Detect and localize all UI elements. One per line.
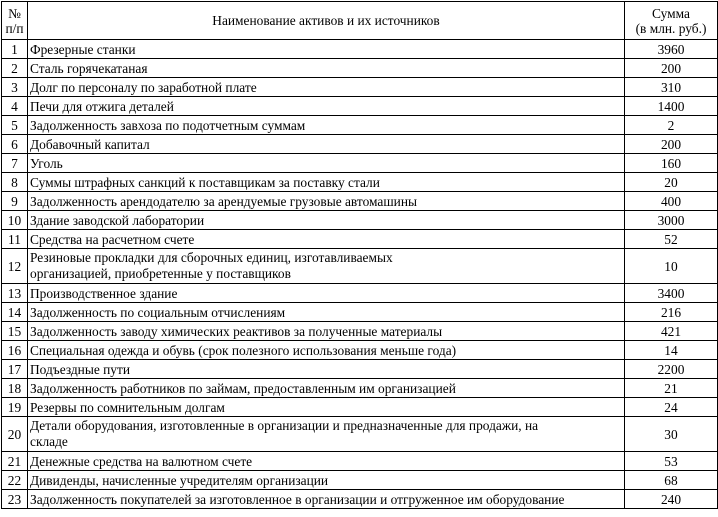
row-number: 4 [2, 97, 28, 116]
row-number: 6 [2, 135, 28, 154]
row-sum: 52 [625, 230, 718, 249]
row-name: Уголь [28, 154, 625, 173]
row-number: 7 [2, 154, 28, 173]
row-sum: 24 [625, 398, 718, 417]
table-row [2, 471, 718, 490]
row-name: Задолженность заводу химических реактивов за полученные материалы [28, 322, 625, 341]
row-number: 14 [2, 303, 28, 322]
row-number: 9 [2, 192, 28, 211]
row-name: Сталь горячекатаная [28, 59, 625, 78]
table-row [2, 59, 718, 78]
row-name: Подъездные пути [28, 360, 625, 379]
row-sum: 240 [625, 490, 718, 509]
table-row [2, 417, 718, 452]
row-sum: 20 [625, 173, 718, 192]
header-name: Наименование активов и их источников [28, 2, 625, 40]
table-row [2, 398, 718, 417]
table-row [2, 116, 718, 135]
row-sum: 10 [625, 249, 718, 284]
table-row [2, 452, 718, 471]
row-sum: 14 [625, 341, 718, 360]
row-number: 12 [2, 249, 28, 284]
row-number: 2 [2, 59, 28, 78]
table-row [2, 379, 718, 398]
row-sum: 400 [625, 192, 718, 211]
row-number: 11 [2, 230, 28, 249]
row-number: 20 [2, 417, 28, 452]
row-sum: 3000 [625, 211, 718, 230]
table-row [2, 154, 718, 173]
row-sum: 1400 [625, 97, 718, 116]
table-row [2, 78, 718, 97]
row-number: 8 [2, 173, 28, 192]
table-row [2, 211, 718, 230]
row-number: 16 [2, 341, 28, 360]
row-number: 19 [2, 398, 28, 417]
row-name: Фрезерные станки [28, 40, 625, 59]
row-number: 1 [2, 40, 28, 59]
row-name: Печи для отжига деталей [28, 97, 625, 116]
row-name: Резиновые прокладки для сборочных единиц, изготавливаемых организацией, приобретенные у поставщиков [28, 249, 625, 284]
table-row [2, 40, 718, 59]
row-number: 13 [2, 284, 28, 303]
row-name: Здание заводской лаборатории [28, 211, 625, 230]
row-name: Задолженность завхоза по подотчетным суммам [28, 116, 625, 135]
row-number: 3 [2, 78, 28, 97]
row-number: 18 [2, 379, 28, 398]
row-name: Суммы штрафных санкций к поставщикам за поставку стали [28, 173, 625, 192]
row-name: Детали оборудования, изготовленные в организации и предназначенные для продажи, на складе [28, 417, 625, 452]
table-row [2, 341, 718, 360]
row-sum: 2 [625, 116, 718, 135]
row-name: Денежные средства на валютном счете [28, 452, 625, 471]
row-name: Резервы по сомнительным долгам [28, 398, 625, 417]
row-sum: 30 [625, 417, 718, 452]
row-name: Задолженность покупателей за изготовленное в организации и отгруженное им оборудование [28, 490, 625, 509]
row-sum: 2200 [625, 360, 718, 379]
row-name: Задолженность работников по займам, предоставленным им организацией [28, 379, 625, 398]
row-sum: 53 [625, 452, 718, 471]
row-sum: 160 [625, 154, 718, 173]
row-number: 10 [2, 211, 28, 230]
row-name: Долг по персоналу по заработной плате [28, 78, 625, 97]
table-row [2, 490, 718, 509]
row-name: Средства на расчетном счете [28, 230, 625, 249]
assets-table [1, 1, 718, 509]
row-name: Добавочный капитал [28, 135, 625, 154]
row-sum: 421 [625, 322, 718, 341]
row-sum: 200 [625, 59, 718, 78]
table-row [2, 135, 718, 154]
row-number: 21 [2, 452, 28, 471]
table-row [2, 284, 718, 303]
row-number: 22 [2, 471, 28, 490]
header-row [2, 2, 718, 40]
row-number: 17 [2, 360, 28, 379]
row-sum: 3400 [625, 284, 718, 303]
row-sum: 216 [625, 303, 718, 322]
row-sum: 310 [625, 78, 718, 97]
row-sum: 3960 [625, 40, 718, 59]
row-sum: 68 [625, 471, 718, 490]
table-row [2, 249, 718, 284]
row-sum: 200 [625, 135, 718, 154]
table-row [2, 322, 718, 341]
header-num: № п/п [2, 2, 28, 40]
row-name: Дивиденды, начисленные учредителям организации [28, 471, 625, 490]
table-row [2, 97, 718, 116]
table-row [2, 303, 718, 322]
row-name: Специальная одежда и обувь (срок полезного использования меньше года) [28, 341, 625, 360]
row-sum: 21 [625, 379, 718, 398]
table-row [2, 173, 718, 192]
row-number: 5 [2, 116, 28, 135]
row-number: 15 [2, 322, 28, 341]
row-number: 23 [2, 490, 28, 509]
table-row [2, 192, 718, 211]
table-row [2, 360, 718, 379]
row-name: Задолженность арендодателю за арендуемые грузовые автомашины [28, 192, 625, 211]
row-name: Задолженность по социальным отчислениям [28, 303, 625, 322]
row-name: Производственное здание [28, 284, 625, 303]
header-sum: Сумма (в млн. руб.) [625, 2, 718, 40]
table-row [2, 230, 718, 249]
